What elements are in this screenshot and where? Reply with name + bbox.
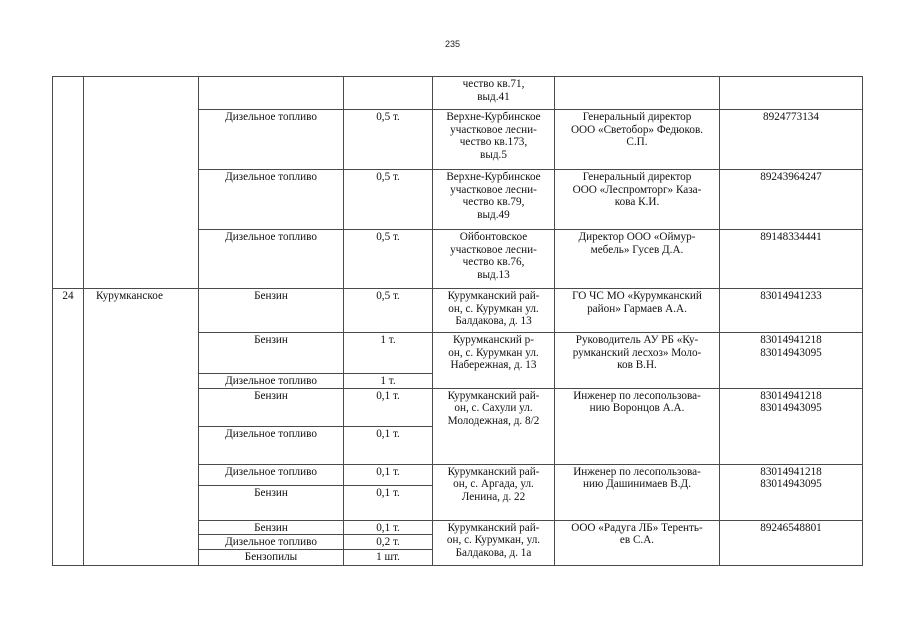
phone-cell (720, 520, 863, 566)
location-cell-line: Курумканский р- (453, 334, 534, 346)
location-cell (433, 464, 555, 520)
fuel-type-cell: Бензин (199, 485, 344, 520)
phone-cell-line: 89246548801 (760, 521, 822, 534)
location-cell-line: выд.5 (480, 148, 507, 161)
district-number-cell: 24 (53, 289, 84, 566)
location-cell (433, 289, 555, 333)
phone-cell-line: 83014941218 (760, 389, 822, 402)
responsible-cell-line: Генеральный директор (582, 111, 692, 123)
location-cell-line: выд.41 (477, 90, 510, 103)
location-cell (433, 388, 555, 464)
district-name-cell (84, 77, 199, 289)
fuel-type-cell: Бензин (199, 520, 344, 535)
responsible-cell-line: нию Дашинимаев В.Д. (582, 478, 691, 491)
location-cell (433, 77, 555, 110)
quantity-cell: 0,1 т. (344, 485, 433, 520)
responsible-cell-line: С.П. (626, 136, 648, 149)
responsible-cell-line: ООО «Радуга ЛБ» Теренть- (571, 521, 703, 534)
location-cell-line: он, с. Курумкан, ул. (446, 534, 541, 547)
location-cell-line: Балдакова, д. 1а (455, 546, 532, 559)
location-cell (433, 110, 555, 170)
responsible-cell-line: ООО «Леспромторг» Каза- (572, 183, 702, 196)
responsible-cell (555, 170, 720, 230)
location-cell-line: он, с. Сахули ул. (454, 402, 533, 415)
quantity-cell: 0,5 т. (344, 110, 433, 170)
location-cell (433, 520, 555, 566)
quantity-cell: 1 т. (344, 374, 433, 389)
responsible-cell-line: ков В.Н. (617, 359, 657, 372)
fuel-type-cell (199, 77, 344, 110)
responsible-cell-line: румканский лесхоз» Моло- (572, 346, 702, 359)
responsible-cell-line: Инженер по лесопользова- (573, 389, 701, 402)
table-row (53, 289, 863, 333)
location-cell-line: чество кв.173, (459, 136, 528, 149)
location-cell-line: чество кв.76, (462, 256, 525, 269)
responsible-cell-line: нию Воронцов А.А. (589, 402, 685, 415)
location-cell (433, 333, 555, 389)
fuel-type-cell: Дизельное топливо (199, 464, 344, 485)
location-cell-line: он, с. Курумкан ул. (448, 302, 539, 315)
location-cell-line: он, с. Курумкан ул. (448, 346, 539, 359)
quantity-cell: 0,1 т. (344, 426, 433, 464)
quantity-cell: 1 т. (344, 333, 433, 374)
location-cell-line: он, с. Аргада, ул. (453, 478, 534, 491)
phone-cell-line: 83014941233 (760, 290, 822, 302)
responsible-cell (555, 289, 720, 333)
location-cell-line: участковое лесни- (450, 183, 537, 196)
phone-cell-line: 89148334441 (760, 231, 822, 243)
phone-cell (720, 333, 863, 389)
phone-cell-line: 8924773134 (763, 111, 819, 123)
phone-cell (720, 170, 863, 230)
quantity-cell: 0,5 т. (344, 170, 433, 230)
location-cell-line: чество кв.71, (462, 78, 525, 90)
location-cell-line: Курумканский рай- (447, 290, 540, 302)
fuel-type-cell: Бензин (199, 388, 344, 426)
responsible-cell-line: ООО «Светобор» Федюков. (570, 123, 704, 136)
responsible-cell-line: Инженер по лесопользова- (573, 465, 701, 478)
responsible-cell-line: мебель» Гусев Д.А. (590, 243, 684, 256)
quantity-cell: 0,1 т. (344, 464, 433, 485)
location-cell-line: Балдакова, д. 13 (455, 315, 532, 328)
quantity-cell: 0,5 т. (344, 230, 433, 289)
quantity-cell (344, 77, 433, 110)
phone-cell (720, 230, 863, 289)
responsible-cell (555, 110, 720, 170)
location-cell-line: участковое лесни- (450, 123, 537, 136)
location-cell-line: Курумканский рай- (447, 521, 540, 534)
quantity-cell: 0,5 т. (344, 289, 433, 333)
phone-cell (720, 388, 863, 464)
quantity-cell: 0,2 т. (344, 535, 433, 550)
fuel-type-cell: Дизельное топливо (199, 230, 344, 289)
location-cell-line: Курумканский рай- (447, 389, 540, 402)
location-cell-line: Молодежная, д. 8/2 (447, 414, 540, 427)
phone-cell (720, 110, 863, 170)
responsible-cell-line: кова К.И. (614, 196, 660, 209)
phone-cell-line: 83014943095 (760, 346, 822, 359)
responsible-cell-line: Генеральный директор (582, 171, 692, 183)
responsible-cell (555, 464, 720, 520)
location-cell-line: Набережная, д. 13 (450, 359, 537, 372)
responsible-cell-line: ев С.А. (619, 534, 655, 547)
location-cell (433, 230, 555, 289)
quantity-cell: 1 шт. (344, 550, 433, 566)
quantity-cell: 0,1 т. (344, 388, 433, 426)
responsible-cell-line: ГО ЧС МО «Курумканский (572, 290, 702, 302)
location-cell-line: Верхне-Курбинское (446, 111, 541, 123)
fuel-type-cell: Дизельное топливо (199, 110, 344, 170)
phone-cell-line: 83014941218 (760, 334, 822, 346)
location-cell-line: выд.49 (477, 208, 510, 221)
responsible-cell-line: район» Гармаев А.А. (587, 302, 687, 315)
fuel-type-cell: Бензопилы (199, 550, 344, 566)
phone-cell (720, 77, 863, 110)
location-cell-line: Ленина, д. 22 (461, 490, 526, 503)
responsible-cell (555, 388, 720, 464)
location-cell-line: Курумканский рай- (447, 465, 540, 478)
location-cell-line: участковое лесни- (450, 243, 537, 256)
location-cell-line: Ойбонтовское (459, 231, 528, 243)
fuel-resources-table (52, 76, 863, 566)
phone-cell-line: 83014943095 (760, 478, 822, 491)
responsible-cell (555, 520, 720, 566)
district-name-cell: Курумканское (84, 289, 199, 566)
responsible-cell (555, 333, 720, 389)
district-number-cell (53, 77, 84, 289)
fuel-type-cell: Дизельное топливо (199, 170, 344, 230)
quantity-cell: 0,1 т. (344, 520, 433, 535)
fuel-type-cell: Бензин (199, 289, 344, 333)
page-number: 235 (444, 39, 461, 49)
fuel-type-cell: Дизельное топливо (199, 535, 344, 550)
fuel-type-cell: Дизельное топливо (199, 374, 344, 389)
phone-cell-line: 83014941218 (760, 465, 822, 478)
location-cell-line: выд.13 (477, 268, 510, 281)
location-cell (433, 170, 555, 230)
fuel-type-cell: Дизельное топливо (199, 426, 344, 464)
phone-cell-line: 89243964247 (760, 171, 822, 183)
responsible-cell-line: Директор ООО «Оймур- (578, 231, 696, 243)
phone-cell (720, 289, 863, 333)
table-row (53, 77, 863, 110)
phone-cell-line: 83014943095 (760, 402, 822, 415)
responsible-cell-line: Руководитель АУ РБ «Ку- (575, 334, 699, 346)
location-cell-line: чество кв.79, (462, 196, 525, 209)
fuel-type-cell: Бензин (199, 333, 344, 374)
location-cell-line: Верхне-Курбинское (446, 171, 541, 183)
responsible-cell (555, 77, 720, 110)
phone-cell (720, 464, 863, 520)
responsible-cell (555, 230, 720, 289)
